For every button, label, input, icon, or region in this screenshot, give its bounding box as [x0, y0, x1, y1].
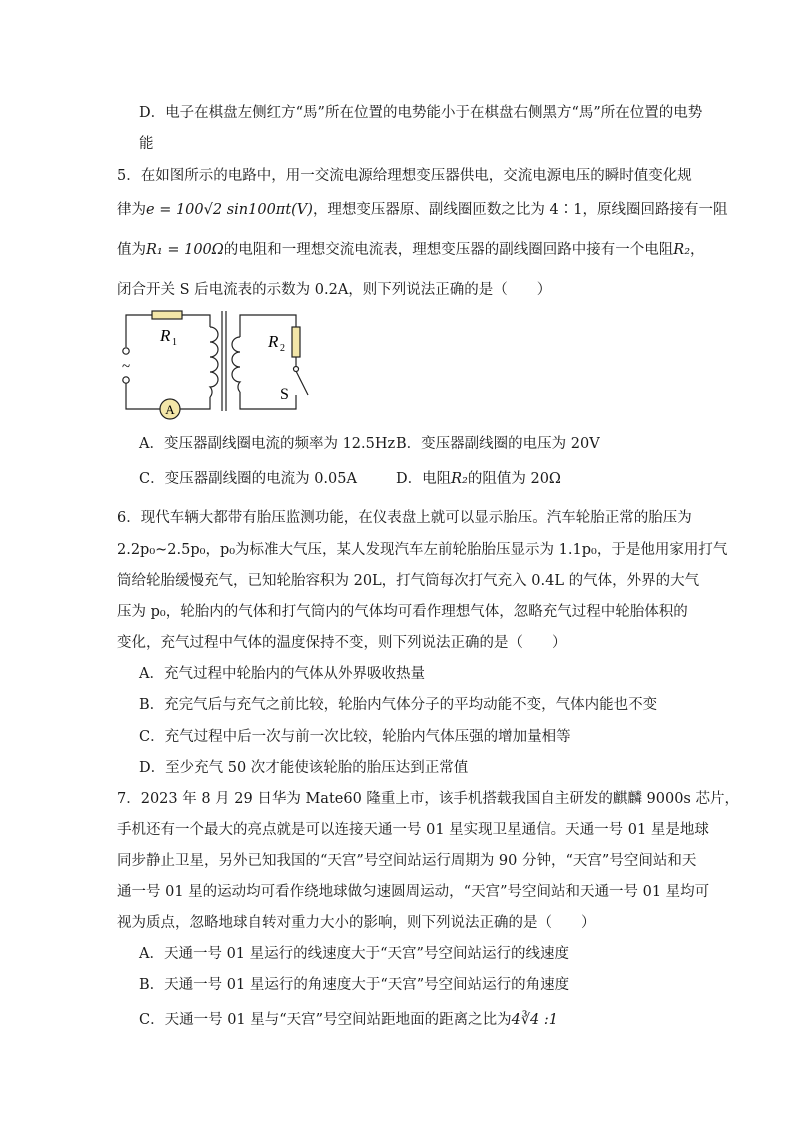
- q5-option-b: B．变压器副线圈的电压为 20V: [396, 436, 600, 452]
- q5-stem-line1: 5．在如图所示的电路中，用一交流电源给理想变压器供电，交流电源电压的瞬时值变化规: [117, 168, 692, 184]
- q6-stem-line5: 变化，充气过程中气体的温度保持不变，则下列说法正确的是（ ）: [117, 635, 567, 651]
- q5-option-d-text: D．电阻: [396, 471, 452, 487]
- q5-option-c: C．变压器副线圈的电流为 0.05A: [139, 471, 357, 487]
- ac-source-symbol: ~: [121, 359, 131, 375]
- r1-label: R: [160, 326, 171, 345]
- q4-option-d-line2: 能: [139, 136, 154, 152]
- q5-stem-line2: [117, 200, 728, 220]
- q7-stem-line1: 7．2023 年 8 月 29 日华为 Mate60 隆重上市，该手机搭载我国自主研发的麒麟 9000s 芯片，: [117, 791, 739, 807]
- q5-text: 值为: [117, 242, 146, 258]
- q7-option-a: A．天通一号 01 星运行的线速度大于“天宫”号空间站运行的线速度: [139, 946, 569, 962]
- q6-option-d: D．至少充气 50 次才能使该轮胎的胎压达到正常值: [139, 760, 469, 776]
- source-terminal-top: [123, 348, 129, 354]
- resistor-r2: [292, 327, 300, 357]
- q7-option-c: [139, 1010, 558, 1030]
- transformer-circuit-diagram: [118, 305, 318, 425]
- q6-stem-line1: 6．现代车辆大都带有胎压监测功能，在仪表盘上就可以显示胎压。汽车轮胎正常的胎压为: [117, 510, 692, 526]
- q4-option-d-line1: D．电子在棋盘左侧红方“馬”所在位置的电势能小于在棋盘右侧黑方“馬”所在位置的电势: [139, 105, 703, 121]
- r2-label: R: [268, 332, 279, 351]
- q5-option-d-r2: R₂: [451, 471, 468, 487]
- q5-option-d: [396, 469, 561, 489]
- q7-stem-line3: 同步静止卫星，另外已知我国的“天宫”号空间站运行周期为 90 分钟，“天宫”号空间站和天: [117, 853, 697, 869]
- q5-voltage-formula: e = 100√2 sin100πt(V): [146, 202, 313, 218]
- q7-stem-line4: 通一号 01 星的运动均可看作绕地球做匀速圆周运动，“天宫”号空间站和天通一号 01 星均可: [117, 884, 710, 900]
- q6-option-b: B．充完气后与充气之前比较，轮胎内气体分子的平均动能不变，气体内能也不变: [139, 697, 658, 713]
- q7-option-c-formula: 4∛4 :1: [511, 1012, 559, 1028]
- q5-r2-symbol: R₂: [673, 242, 691, 258]
- switch-label: S: [280, 386, 289, 403]
- r2-subscript: 2: [280, 343, 285, 354]
- q6-stem-line2: 2.2p₀~2.5p₀，p₀为标准大气压，某人发现汽车左前轮胎胎压显示为 1.1p₀，于是他用家用打气: [117, 542, 728, 558]
- q5-text: ，: [690, 242, 705, 258]
- q6-stem-line4: 压为 p₀，轮胎内的气体和打气筒内的气体均可看作理想气体，忽略充气过程中轮胎体积的: [117, 604, 688, 620]
- q6-stem-line3: 筒给轮胎缓慢充气，已知轮胎容积为 20L，打气筒每次打气充入 0.4L 的气体，外界的大气: [117, 573, 700, 589]
- q7-option-c-text: C．天通一号 01 星与“天宫”号空间站距地面的距离之比为: [139, 1012, 512, 1028]
- q5-option-a: A．变压器副线圈电流的频率为 12.5Hz: [139, 436, 396, 452]
- q6-option-a: A．充气过程中轮胎内的气体从外界吸收热量: [139, 666, 425, 682]
- r1-subscript: 1: [172, 337, 177, 348]
- q7-stem-line2: 手机还有一个最大的亮点就是可以连接天通一号 01 星实现卫星通信。天通一号 01 星是地球: [117, 822, 709, 838]
- ammeter-label: A: [165, 402, 175, 417]
- q6-option-c: C．充气过程中后一次与前一次比较，轮胎内气体压强的增加量相等: [139, 729, 571, 745]
- switch-contact-icon: [294, 367, 299, 372]
- q5-r1-formula: R₁ = 100Ω: [146, 242, 224, 258]
- source-terminal-bottom: [123, 377, 129, 383]
- resistor-r1: [152, 311, 182, 319]
- q5-stem-line3: [117, 240, 705, 260]
- q5-text: 的电阻和一理想交流电流表，理想变压器的副线圈回路中接有一个电阻: [223, 242, 674, 258]
- q7-option-b: B．天通一号 01 星运行的角速度大于“天宫”号空间站运行的角速度: [139, 977, 570, 993]
- q7-stem-line5: 视为质点，忽略地球自转对重力大小的影响，则下列说法正确的是（ ）: [117, 915, 596, 931]
- q5-stem-line4: 闭合开关 S 后电流表的示数为 0.2A，则下列说法正确的是（ ）: [117, 282, 552, 298]
- q5-option-d-text: 的阻值为 20Ω: [467, 471, 561, 487]
- q5-text: 律为: [117, 202, 146, 218]
- q5-text: ，理想变压器原、副线圈匝数之比为 4∶1，原线圈回路接有一阻: [312, 202, 728, 218]
